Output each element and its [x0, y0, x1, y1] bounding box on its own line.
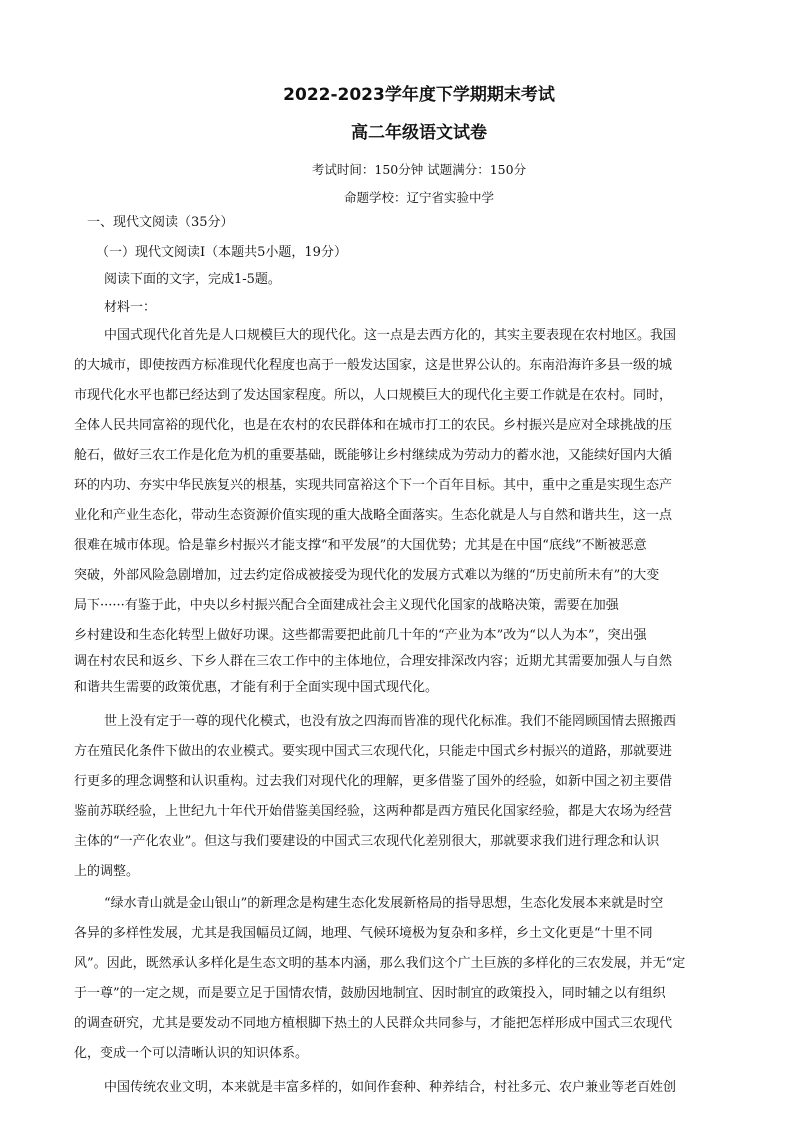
passage-line: 很难在城市体现。恰是靠乡村振兴才能支撑“和平发展”的大国优势；尤其是在中国“底线”不断被恶意 [74, 538, 647, 553]
passage-line: 局下······有鉴于此，中央以乡村振兴配合全面建成社会主义现代化国家的战略决策，需要在加强 [74, 598, 619, 613]
passage-line: 和谐共生需要的政策优惠，才能有利于全面实现中国式现代化。 [74, 680, 439, 695]
section-heading: 一、现代文阅读（35分） [87, 215, 234, 230]
instruction: 阅读下面的文字，完成1-5题。 [104, 272, 281, 287]
passage-line: 各异的多样性发展，尤其是我国幅员辽阔，地理、气候环境极为复杂和多样，乡土文化更是“十里不同 [74, 926, 653, 941]
passage-line: 行更多的理念调整和认识重构。过去我们对现代化的理解，更多借鉴了国外的经验，如新中国之初主要借 [74, 774, 673, 789]
passage-line: 鉴前苏联经验，上世纪九十年代开始借鉴美国经验，这两种都是西方殖民化国家经验，都是大农场为经营 [74, 804, 673, 819]
passage-line: 业化和产业生态化，带动生态资源价值实现的重大战略全面落实。生态化就是人与自然和谐共生，这一点 [74, 508, 673, 523]
passage-line: “绿水青山就是金山银山”的新理念是构建生态化发展新格局的指导思想，生态化发展本来就是时空 [104, 896, 664, 911]
passage-line: 的调查研究，尤其是要发动不同地方植根脚下热土的人民群众共同参与，才能把怎样形成中国式三农现代 [74, 1016, 673, 1031]
passage-line: 的大城市，即使按西方标准现代化程度也高于一般发达国家，这是世界公认的。东南沿海许多县一级的城 [74, 358, 673, 373]
exam-subtitle: 高二年级语文试卷 [351, 123, 487, 143]
subsection-heading: （一）现代文阅读I（本题共5小题，19分） [96, 245, 347, 260]
passage-line: 突破，外部风险急剧增加，过去约定俗成被接受为现代化的发展方式难以为继的“历史前所未有”的大变 [74, 568, 660, 583]
exam-school: 命题学校：辽宁省实验中学 [343, 190, 494, 205]
passage-line: 于一尊”的一定之规，而是要立足于国情农情，鼓励因地制宜、因时制宜的政策投入，同时辅之以有组织 [74, 986, 666, 1001]
passage-line: 市现代化水平也都已经达到了发达国家程度。所以，人口规模巨大的现代化主要工作就是在农村。同时， [74, 388, 673, 403]
passage-line: 风”。因此，既然承认多样化是生态文明的基本内涵，那么我们这个广土巨族的多样化的三农发展，并无“定 [74, 956, 686, 971]
passage-line: 环的内功、夯实中华民族复兴的根基，实现共同富裕这个下一个百年目标。其中，重中之重是实现生态产 [74, 478, 673, 493]
passage-line: 调在村农民和返乡、下乡人群在三农工作中的主体地位，合理安排深改内容；近期尤其需要加强人与自然 [74, 654, 673, 669]
material-label: 材料一： [104, 300, 157, 315]
passage-line: 化，变成一个可以清晰认识的知识体系。 [74, 1046, 309, 1061]
passage-line: 主体的“一产化农业”。但这与我们要建设的中国式三农现代化差别很大，那就要求我们进行理念和认识 [74, 834, 660, 849]
passage-line: 乡村建设和生态化转型上做好功课。这些都需要把此前几十年的“产业为本”改为“以人为本”，突出强 [74, 628, 647, 643]
passage-line: 方在殖民化条件下做出的农业模式。要实现中国式三农现代化，只能走中国式乡村振兴的道路，那就要进 [74, 744, 673, 759]
passage-line: 全体人民共同富裕的现代化，也是在农村的农民群体和在城市打工的农民。乡村振兴是应对全球挑战的压 [74, 418, 673, 433]
passage-line: 中国传统农业文明，本来就是丰富多样的，如间作套种、种养结合，村社多元、农户兼业等老百姓创 [104, 1080, 677, 1095]
passage-line: 舱石，做好三农工作是化危为机的重要基础，既能够让乡村继续成为劳动力的蓄水池，又能续好国内大循 [74, 448, 673, 463]
passage-line: 世上没有定于一尊的现代化模式，也没有放之四海而皆准的现代化标准。我们不能罔顾国情去照搬西 [104, 714, 677, 729]
passage-line: 中国式现代化首先是人口规模巨大的现代化。这一点是去西方化的，其实主要表现在农村地区。我国 [104, 328, 677, 343]
exam-info: 考试时间：150分钟 试题满分：150分 [311, 162, 527, 177]
passage-line: 上的调整。 [74, 864, 140, 879]
exam-title: 2022-2023学年度下学期期末考试 [283, 85, 555, 105]
